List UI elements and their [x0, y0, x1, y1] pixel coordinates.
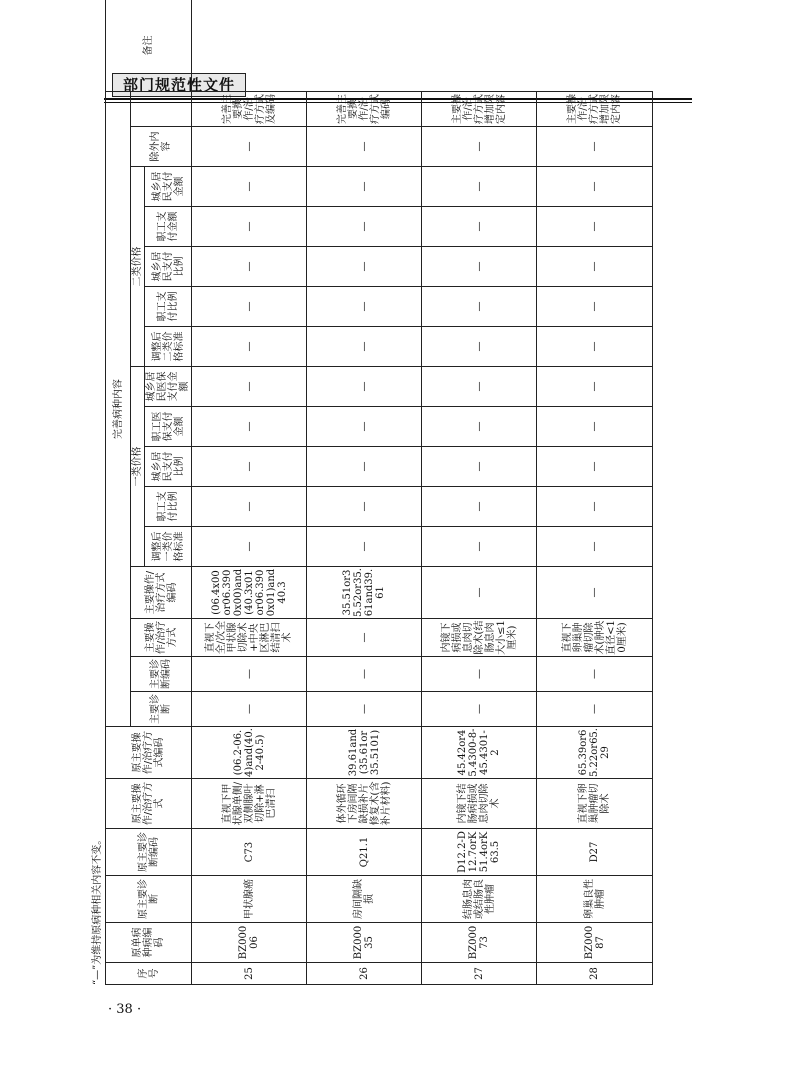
cell-main-op: 直视下卵巢肿瘤切除术(肿块直径<10厘米): [537, 619, 653, 657]
cell-worker-ratio2: —: [192, 287, 307, 327]
cell-worker-amount1: —: [307, 407, 422, 447]
cell-orig-diag: 结肠息肉或结肠良性肿瘤: [422, 876, 537, 923]
cell-seq: 26: [307, 963, 422, 985]
col-orig-diag: 原主要诊断: [106, 876, 192, 923]
col-resident-amount2: 城乡居民支付金额: [145, 167, 192, 207]
cell-main-op-code: (06.4x00or06.3900x00)and(40.3x01or06.3900x01)and40.3: [192, 567, 307, 619]
cell-orig-diag-code: D12.2-D12.7orK51.4orK63.5: [422, 829, 537, 876]
col-class1: 一类价格: [131, 367, 145, 567]
col-main-diag-code: 主要诊断编码: [131, 657, 192, 692]
cell-resident-amount1: —: [192, 367, 307, 407]
cell-main-op: —: [307, 619, 422, 657]
col-orig-op-code: 原主要操作/治疗方式编码: [106, 727, 192, 779]
cell-main-diag-code: —: [422, 657, 537, 692]
cell-resident-ratio2: —: [307, 247, 422, 287]
cell-resident-amount2: —: [192, 167, 307, 207]
col-adj1: 调整后一类价格标准: [145, 527, 192, 567]
col-worker-amount2: 职工支付金额: [145, 207, 192, 247]
col-worker-ratio1: 职工支付比例: [145, 487, 192, 527]
cell-orig-op: 内镜下结肠病损或息肉切除术: [422, 779, 537, 829]
cell-main-op-code: —: [537, 567, 653, 619]
cell-remarks: 完善主要操作/治疗方式及编码: [192, 92, 307, 127]
col-adj2: 调整后二类价格标准: [145, 327, 192, 367]
cell-resident-ratio1: —: [422, 447, 537, 487]
cell-main-diag: —: [192, 692, 307, 727]
cell-main-diag: —: [307, 692, 422, 727]
cell-orig-op: 直视下卵巢肿瘤切除术: [537, 779, 653, 829]
cell-orig-diag-code: D27: [537, 829, 653, 876]
page-number: · 38 ·: [108, 1002, 142, 1017]
cell-adj2: —: [192, 327, 307, 367]
cell-main-op: 内镜下病损或息肉切除术(结肠息肉大小≤1厘米): [422, 619, 537, 657]
cell-worker-ratio1: —: [422, 487, 537, 527]
cell-worker-ratio2: —: [422, 287, 537, 327]
col-orig-diag-code: 原主要诊断编码: [106, 829, 192, 876]
cell-main-diag: —: [537, 692, 653, 727]
cell-worker-amount2: —: [307, 207, 422, 247]
cell-worker-amount2: —: [537, 207, 653, 247]
cell-orig-code: BZ00073: [422, 923, 537, 963]
footnote: “—”为维持原病种相关内容不变。: [92, 834, 103, 985]
cell-seq: 27: [422, 963, 537, 985]
cell-orig-diag-code: Q21.1: [307, 829, 422, 876]
cell-remarks: 主要操作/治疗方式增加限定内容: [422, 92, 537, 127]
cell-resident-ratio2: —: [537, 247, 653, 287]
col-main-diag: 主要诊断: [131, 692, 192, 727]
cell-main-diag-code: —: [307, 657, 422, 692]
col-remarks: 备注: [106, 0, 192, 92]
col-excluded: 除外内容: [131, 127, 192, 167]
cell-worker-ratio1: —: [537, 487, 653, 527]
cell-resident-amount2: —: [422, 167, 537, 207]
col-class2: 二类价格: [131, 167, 145, 367]
cell-resident-amount2: —: [307, 167, 422, 207]
col-group-perfect: 完善病种内容: [106, 92, 131, 727]
col-orig-code: 原单病种病编码: [106, 923, 192, 963]
cell-resident-ratio2: —: [422, 247, 537, 287]
table-row: [307, 0, 422, 985]
cell-worker-amount1: —: [422, 407, 537, 447]
cell-resident-ratio1: —: [192, 447, 307, 487]
table-row: [422, 0, 537, 985]
col-main-op-code: 主要操作/治疗方式编码: [131, 567, 192, 619]
cell-remarks: 主要操作/治疗方式增加限定内容: [537, 92, 653, 127]
cell-orig-code: BZ00087: [537, 923, 653, 963]
cell-worker-ratio1: —: [307, 487, 422, 527]
cell-orig-op-code: 45.42or45.4300-8-45.4301-2: [422, 727, 537, 779]
cell-main-diag-code: —: [192, 657, 307, 692]
cell-resident-amount2: —: [537, 167, 653, 207]
col-main-op: 主要操作/治疗方式: [131, 619, 192, 657]
cell-main-op-code: 35.51or35.52or35.61and39.61: [307, 567, 422, 619]
cell-orig-op: 直视下甲状腺单侧/双侧腺叶切除+淋巴清扫: [192, 779, 307, 829]
cell-worker-ratio1: —: [192, 487, 307, 527]
cell-worker-ratio2: —: [537, 287, 653, 327]
col-resident-ratio2: 城乡居民支付比例: [145, 247, 192, 287]
cell-main-op-code: —: [422, 567, 537, 619]
cell-adj1: —: [537, 527, 653, 567]
cell-adj2: —: [422, 327, 537, 367]
disease-table: [105, 0, 653, 985]
cell-orig-op-code: 65.39or65.22or65.29: [537, 727, 653, 779]
cell-resident-ratio1: —: [307, 447, 422, 487]
cell-orig-diag: 房间隔缺损: [307, 876, 422, 923]
col-orig-op: 原主要操作/治疗方式: [106, 779, 192, 829]
cell-resident-amount1: —: [537, 367, 653, 407]
cell-orig-op: 体外循环下房间隔缺损补片修复术(含补片材料): [307, 779, 422, 829]
cell-excluded: —: [537, 127, 653, 167]
col-resident-amount1: 城乡居民医保支付金额: [145, 367, 192, 407]
col-resident-ratio1: 城乡居民支付比例: [145, 447, 192, 487]
cell-main-diag: —: [422, 692, 537, 727]
cell-adj2: —: [307, 327, 422, 367]
cell-excluded: —: [422, 127, 537, 167]
cell-worker-amount1: —: [192, 407, 307, 447]
cell-worker-amount2: —: [422, 207, 537, 247]
cell-adj1: —: [422, 527, 537, 567]
cell-seq: 28: [537, 963, 653, 985]
cell-resident-ratio2: —: [192, 247, 307, 287]
cell-resident-amount1: —: [422, 367, 537, 407]
cell-orig-code: BZ00006: [192, 923, 307, 963]
cell-worker-amount1: —: [537, 407, 653, 447]
cell-orig-diag: 卵巢良性肿瘤: [537, 876, 653, 923]
cell-resident-ratio1: —: [537, 447, 653, 487]
cell-adj1: —: [192, 527, 307, 567]
cell-seq: 25: [192, 963, 307, 985]
cell-excluded: —: [192, 127, 307, 167]
cell-main-diag-code: —: [537, 657, 653, 692]
table-row: [537, 0, 653, 985]
cell-worker-amount2: —: [192, 207, 307, 247]
cell-orig-diag-code: C73: [192, 829, 307, 876]
section-title: 部门规范性文件: [112, 73, 246, 97]
cell-orig-diag: 甲状腺癌: [192, 876, 307, 923]
col-seq: 序号: [106, 963, 192, 985]
col-worker-ratio2: 职工支付比例: [145, 287, 192, 327]
cell-adj2: —: [537, 327, 653, 367]
cell-excluded: —: [307, 127, 422, 167]
cell-orig-op-code: (06.2-06.4)and(40.2-40.5): [192, 727, 307, 779]
cell-adj1: —: [307, 527, 422, 567]
col-worker-amount1: 职工医保支付金额: [145, 407, 192, 447]
table-row: [192, 0, 307, 985]
cell-remarks: 完善主要操作/治疗方式编码: [307, 92, 422, 127]
cell-resident-amount1: —: [307, 367, 422, 407]
cell-worker-ratio2: —: [307, 287, 422, 327]
cell-orig-op-code: 39.61and(35.61or35.5101): [307, 727, 422, 779]
cell-main-op: 直视下全/次全甲状腺切除术+中央区淋巴结清扫术: [192, 619, 307, 657]
cell-orig-code: BZ00035: [307, 923, 422, 963]
